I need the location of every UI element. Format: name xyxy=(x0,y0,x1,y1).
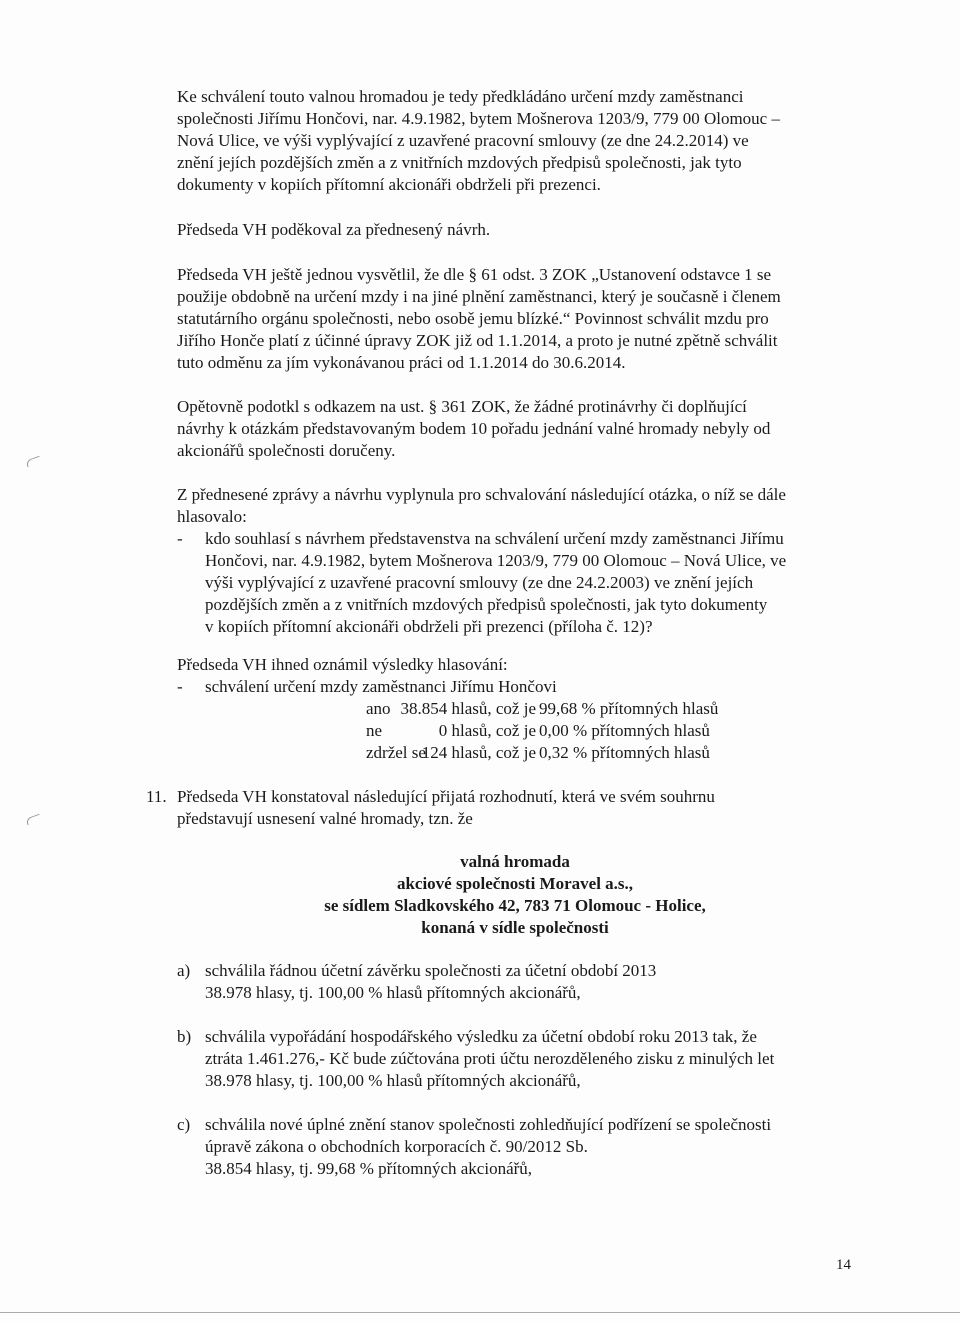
vote-count: 0 hlasů, což je xyxy=(438,721,536,740)
heading-line: konaná v sídle společnosti xyxy=(421,918,609,937)
text-line: akcionářů společnosti doručeny. xyxy=(177,441,396,460)
text-line: v kopiích přítomní akcionáři obdrželi při prezenci (příloha č. 12)? xyxy=(205,617,653,636)
text-line: schválila nové úplné znění stanov společnosti zohledňující podřízení se společnosti xyxy=(205,1115,772,1134)
text-line: statutárního orgánu společnosti, nebo osobě jemu blízké.“ Povinnost schválit mzdu pro xyxy=(177,309,769,328)
vote-label: ne xyxy=(366,721,383,740)
text-line: Předseda VH poděkoval za přednesený návrh. xyxy=(177,220,491,239)
vote-count: 38.854 hlasů, což je xyxy=(400,699,536,718)
paragraph-question-intro xyxy=(177,484,853,528)
paragraph-explanation xyxy=(177,264,853,374)
text-line: dokumenty v kopiích přítomní akcionáři obdrželi při prezenci. xyxy=(177,175,601,194)
text-line: Opětovně podotkl s odkazem na ust. § 361 ZOK, že žádné protinávrhy či doplňující xyxy=(177,397,747,416)
text-line: Ke schválení touto valnou hromadou je tedy předkládáno určení mzdy zaměstnanci xyxy=(177,87,744,106)
text-line: pozdějších změn a z vnitřních mzdových předpisů společnosti, jak tyto dokumenty xyxy=(205,595,768,614)
text-line: Předseda VH ihned oznámil výsledky hlasování: xyxy=(177,655,508,674)
resolution-heading xyxy=(177,851,853,939)
list-dash: - xyxy=(177,677,183,696)
text-line: 38.978 hlasy, tj. 100,00 % hlasů přítomných akcionářů, xyxy=(205,983,581,1002)
item-number: 11. xyxy=(146,787,167,806)
results-item xyxy=(177,676,853,698)
vote-percent: 99,68 % přítomných hlasů xyxy=(539,699,719,718)
resolution-c xyxy=(177,1114,853,1180)
vote-percent: 0,00 % přítomných hlasů xyxy=(539,721,710,740)
resolution-letter: a) xyxy=(177,961,191,980)
vote-row-no xyxy=(177,720,853,742)
text-line: 38.854 hlasy, tj. 99,68 % přítomných akcionářů, xyxy=(205,1159,533,1178)
vote-label: zdržel se xyxy=(366,743,426,762)
text-line: Předseda VH konstatoval následující přijatá rozhodnutí, která ve svém souhrnu xyxy=(177,787,715,806)
vote-label: ano xyxy=(366,699,391,718)
paragraph-intro xyxy=(177,86,853,196)
text-line: představují usnesení valné hromady, tzn. že xyxy=(177,809,473,828)
text-line: 38.978 hlasy, tj. 100,00 % hlasů přítomných akcionářů, xyxy=(205,1071,581,1090)
text-line: Nová Ulice, ve výši vyplývající z uzavřené pracovní smlouvy (ze dne 24.2.2014) ve xyxy=(177,131,749,150)
text-line: hlasovalo: xyxy=(177,507,247,526)
resolution-letter: b) xyxy=(177,1027,192,1046)
heading-line: akciové společnosti Moravel a.s., xyxy=(396,874,634,893)
text-line: úpravě zákona o obchodních korporacích č. 90/2012 Sb. xyxy=(205,1137,588,1156)
text-line: výši vyplývající z uzavřené pracovní smlouvy (ze dne 24.2.2003) ve znění jejích xyxy=(205,573,754,592)
voting-question xyxy=(177,528,853,638)
vote-count: 124 hlasů, což je xyxy=(421,743,536,762)
heading-line: valná hromada xyxy=(460,852,570,871)
vote-row-yes xyxy=(177,698,853,720)
paragraph-thanks xyxy=(177,219,853,241)
text-line: znění jejích pozdějších změn a z vnitřních mzdových předpisů společnosti, jak tyto xyxy=(177,153,742,172)
paragraph-counterproposals xyxy=(177,396,853,462)
page-number: 14 xyxy=(836,1257,851,1273)
text-line: schválila řádnou účetní závěrku společnosti za účetní období 2013 xyxy=(205,961,657,980)
text-line: Z přednesené zprávy a návrhu vyplynula pro schvalování následující otázka, o níž se dále xyxy=(177,485,786,504)
vote-row-abstain xyxy=(177,742,853,764)
results-intro xyxy=(177,654,853,676)
vote-percent: 0,32 % přítomných hlasů xyxy=(539,743,710,762)
text-line: schválila vypořádání hospodářského výsledku za účetní období roku 2013 tak, že xyxy=(205,1027,757,1046)
text-line: Jiřího Honče platí z účinné úpravy ZOK již od 1.1.2014, a proto je nutné zpětně schválit xyxy=(177,331,778,350)
text-line: ztráta 1.461.276,- Kč bude zúčtována proti účtu nerozděleného zisku z minulých let xyxy=(205,1049,775,1068)
text-line: tuto odměnu za jím vykonávanou práci od 1.1.2014 do 30.6.2014. xyxy=(177,353,626,372)
resolution-a xyxy=(177,960,853,1004)
heading-line: se sídlem Sladkovského 42, 783 71 Olomouc - Holice, xyxy=(324,896,706,915)
punch-hole-mark xyxy=(25,456,41,468)
item-11 xyxy=(177,786,853,830)
resolution-letter: c) xyxy=(177,1115,191,1134)
text-line: návrhy k otázkám představovaným bodem 10 pořadu jednání valné hromady nebyly od xyxy=(177,419,771,438)
text-line: Předseda VH ještě jednou vysvětlil, že dle § 61 odst. 3 ZOK „Ustanovení odstavce 1 se xyxy=(177,265,772,284)
text-line: společnosti Jiřímu Hončovi, nar. 4.9.1982, bytem Mošnerova 1203/9, 779 00 Olomouc – xyxy=(177,109,780,128)
punch-hole-mark xyxy=(25,814,41,826)
scan-edge-line xyxy=(0,1312,960,1313)
text-line: použije obdobně na určení mzdy i na jiné plnění zaměstnanci, který je současně i členem xyxy=(177,287,781,306)
text-line: Hončovi, nar. 4.9.1982, bytem Mošnerova 1203/9, 779 00 Olomouc – Nová Ulice, ve xyxy=(205,551,787,570)
text-line: kdo souhlasí s návrhem představenstva na schválení určení mzdy zaměstnanci Jiřímu xyxy=(205,529,784,548)
list-dash: - xyxy=(177,529,183,548)
votes-table xyxy=(177,698,853,764)
resolution-b xyxy=(177,1026,853,1092)
text-line: schválení určení mzdy zaměstnanci Jiřímu Hončovi xyxy=(205,677,557,696)
